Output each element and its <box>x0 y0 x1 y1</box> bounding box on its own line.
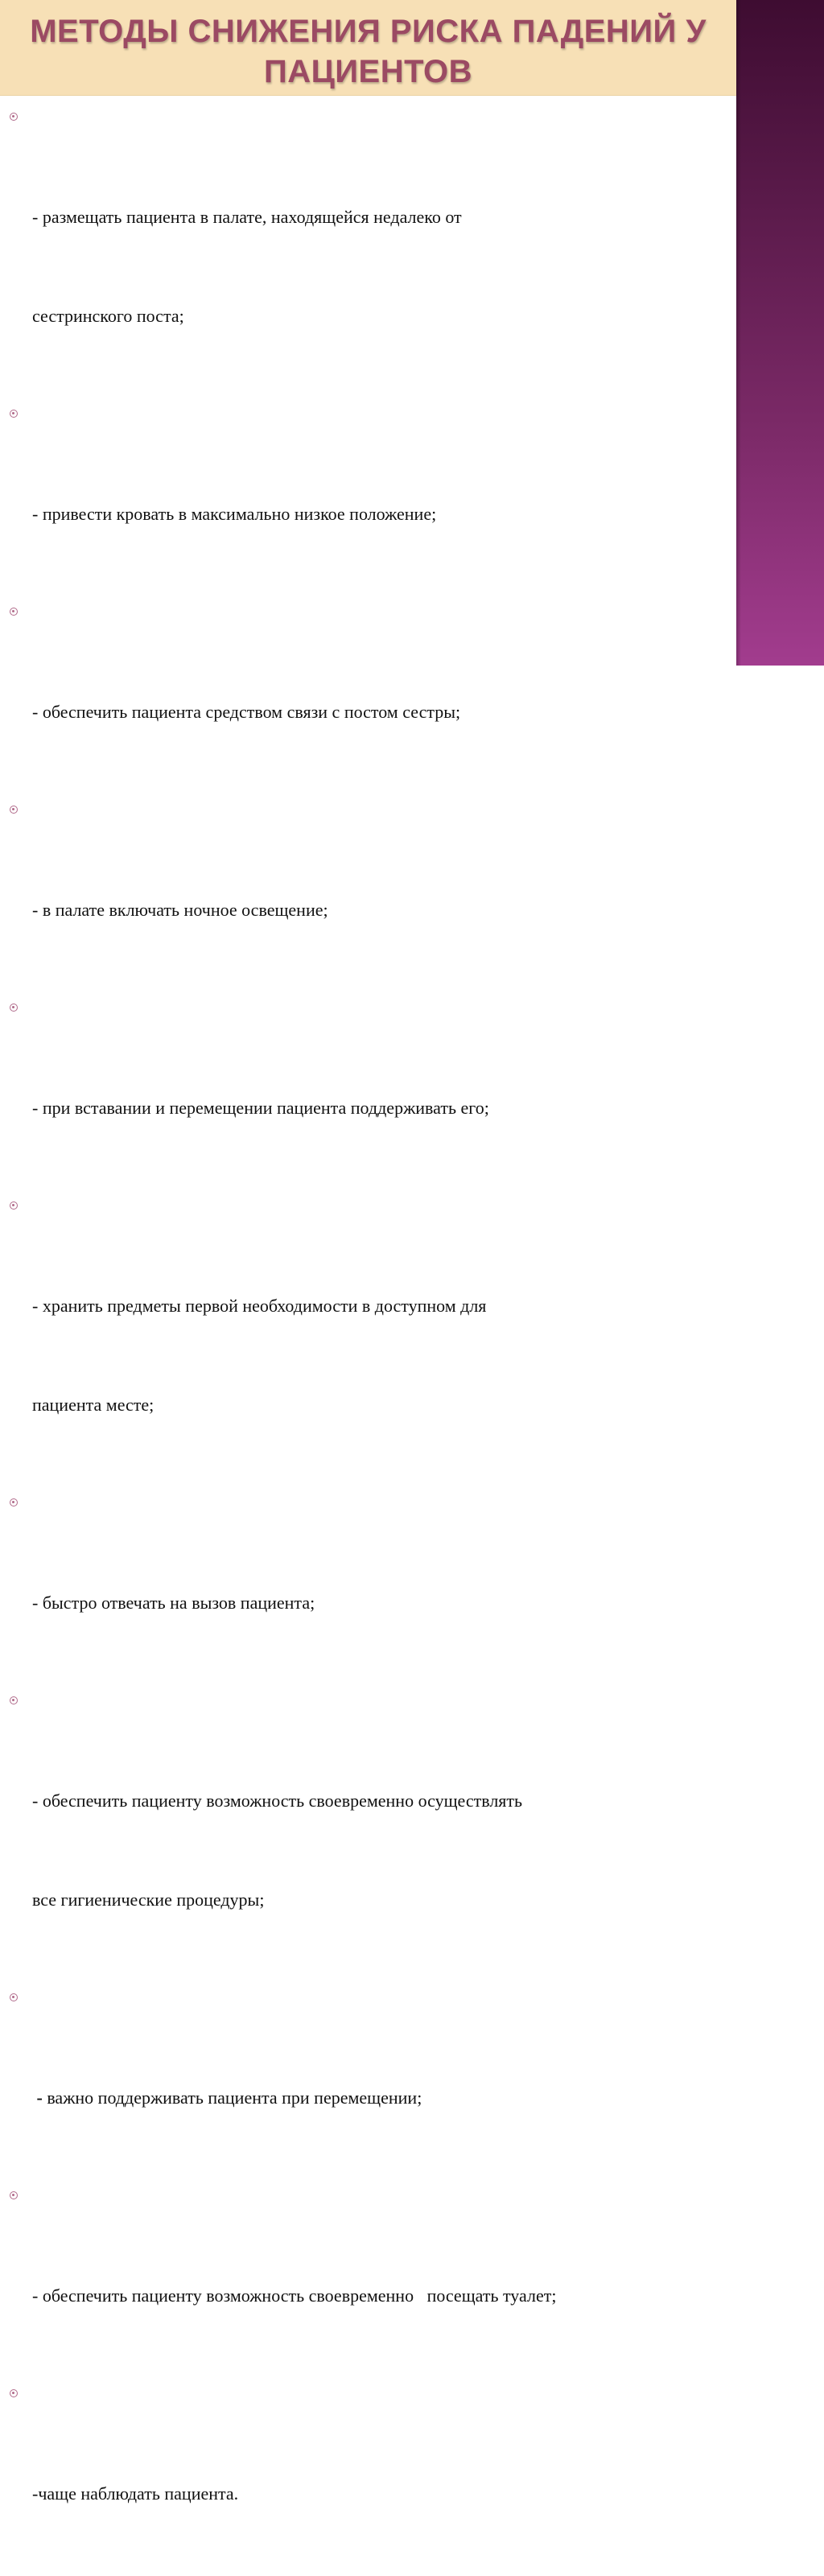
title-line-2: ПАЦИЕНТОВ <box>263 54 473 89</box>
item-text: - обеспечить пациенту возможность своевременно посещать туалет; <box>32 2285 557 2306</box>
bullet-icon <box>10 806 18 814</box>
list-item <box>8 596 728 794</box>
item-text: -чаще наблюдать пациента. <box>32 2483 239 2504</box>
item-text-continued: все гигиенические процедуры; <box>32 1890 265 1910</box>
list-item <box>8 1190 728 1487</box>
bullet-icon <box>10 1498 18 1506</box>
title-bar <box>0 0 736 96</box>
list-item <box>8 1982 728 2180</box>
list-item <box>8 992 728 1190</box>
item-text: - размещать пациента в палате, находящейся недалеко от <box>32 207 462 227</box>
item-text: - в палате включать ночное освещение; <box>32 900 328 920</box>
title-line-1: МЕТОДЫ СНИЖЕНИЯ РИСКА ПАДЕНИЙ У <box>30 14 707 49</box>
item-text: - обеспечить пациенту возможность своевременно осуществлять <box>32 1791 523 1811</box>
list-item <box>8 1685 728 1982</box>
decorative-side-panel <box>736 0 824 666</box>
item-text-continued: сестринского поста; <box>32 306 184 326</box>
item-text: - обеспечить пациента средством связи с постом сестры; <box>32 702 461 722</box>
list-item <box>8 2180 728 2378</box>
list-item <box>8 101 728 398</box>
bullet-icon <box>10 1696 18 1704</box>
bullet-icon <box>10 1993 18 2001</box>
item-text <box>32 2081 728 2114</box>
bullet-icon <box>10 2389 18 2397</box>
bullet-icon <box>10 113 18 121</box>
bullet-icon <box>10 1004 18 1012</box>
item-text: - при вставании и перемещении пациента поддерживать его; <box>32 1098 489 1118</box>
bold-dash: - <box>32 2088 47 2108</box>
list-item <box>8 794 728 992</box>
list-item <box>8 1487 728 1685</box>
bullet-icon <box>10 1201 18 1210</box>
slide-title <box>0 11 736 92</box>
list-item <box>8 398 728 596</box>
bullet-list <box>8 101 728 2576</box>
item-text-body: важно поддерживать пациента при перемещении; <box>47 2088 422 2108</box>
list-item <box>8 2378 728 2576</box>
item-text: - хранить предметы первой необходимости в доступном для <box>32 1296 487 1316</box>
item-text: - быстро отвечать на вызов пациента; <box>32 1593 315 1613</box>
bullet-icon <box>10 2191 18 2199</box>
bullet-icon <box>10 608 18 616</box>
bullet-icon <box>10 410 18 418</box>
item-text-continued: пациента месте; <box>32 1395 154 1415</box>
item-text: - привести кровать в максимально низкое положение; <box>32 504 437 524</box>
